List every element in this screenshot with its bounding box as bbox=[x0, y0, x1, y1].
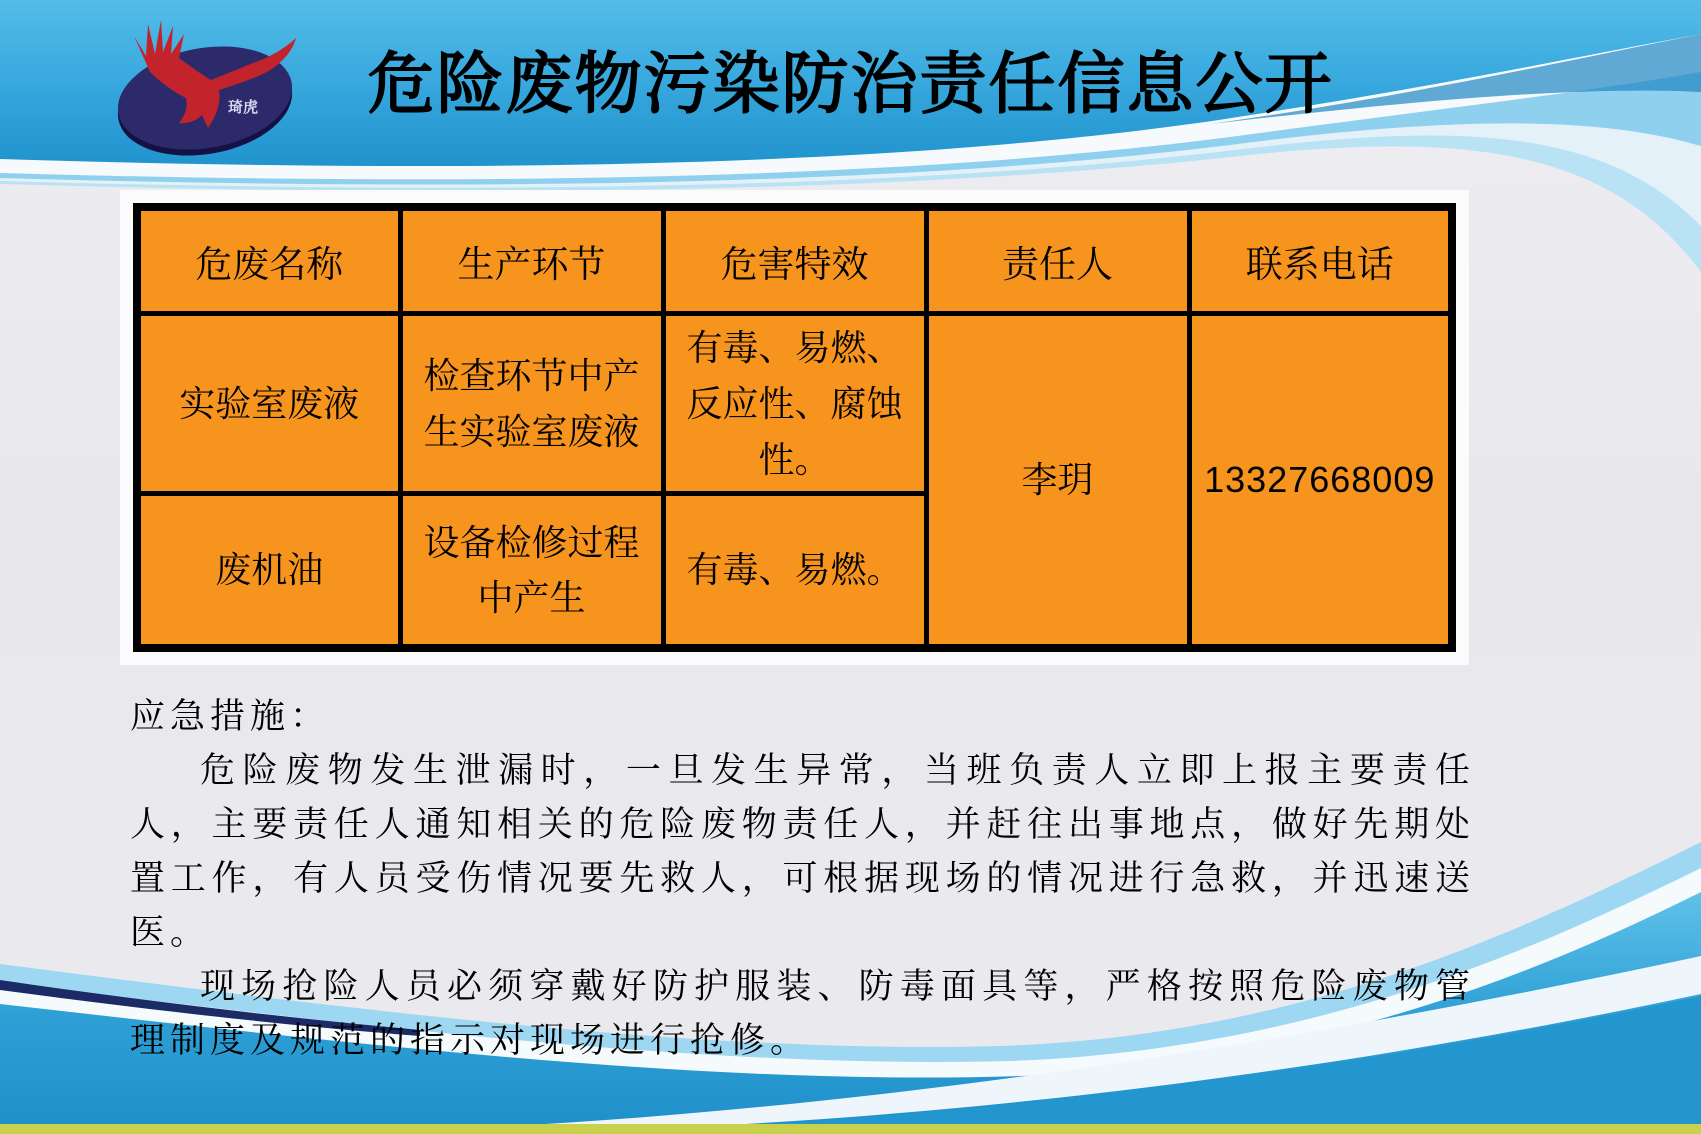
emergency-paragraph-1: 危险废物发生泄漏时，一旦发生异常，当班负责人立即上报主要责任人，主要责任人通知相关的危险废物责任人，并赶往出事地点，做好先期处置工作，有人员受伤情况要先救人，可根据现场的情况进行急救，并迅速送医。 bbox=[130, 751, 1475, 953]
cell-waste-name: 废机油 bbox=[137, 494, 400, 649]
slide-title: 危险废物污染防治责任信息公开 bbox=[367, 47, 1334, 122]
table-header-row bbox=[137, 207, 1452, 314]
cell-hazard-effect: 有毒、易燃。 bbox=[663, 494, 926, 649]
table-row-lab-waste bbox=[137, 314, 1452, 494]
col-header-hazard-effect: 危害特效 bbox=[663, 207, 926, 314]
cell-responsible-person: 李玥 bbox=[926, 314, 1189, 649]
emergency-measures-section bbox=[130, 690, 1475, 1068]
emergency-heading: 应急措施： bbox=[130, 697, 331, 737]
logo-text: 琦虎 bbox=[228, 100, 259, 116]
emergency-paragraph-2: 现场抢险人员必须穿戴好防护服装、防毒面具等，严格按照危险废物管理制度及规范的指示对现场进行抢修。 bbox=[130, 967, 1475, 1061]
col-header-responsible-person: 责任人 bbox=[926, 207, 1189, 314]
bottom-strip bbox=[0, 1124, 1701, 1134]
eagle-logo bbox=[98, 10, 312, 162]
cell-hazard-effect: 有毒、易燃、反应性、腐蚀性。 bbox=[663, 314, 926, 494]
hazard-waste-table bbox=[133, 203, 1456, 652]
cell-waste-name: 实验室废液 bbox=[137, 314, 400, 494]
col-header-waste-name: 危废名称 bbox=[137, 207, 400, 314]
cell-production-step: 检查环节中产生实验室废液 bbox=[400, 314, 663, 494]
cell-production-step: 设备检修过程中产生 bbox=[400, 494, 663, 649]
table-panel bbox=[120, 190, 1469, 665]
col-header-contact-phone: 联系电话 bbox=[1189, 207, 1452, 314]
cell-contact-phone: 13327668009 bbox=[1189, 314, 1452, 649]
col-header-production-step: 生产环节 bbox=[400, 207, 663, 314]
